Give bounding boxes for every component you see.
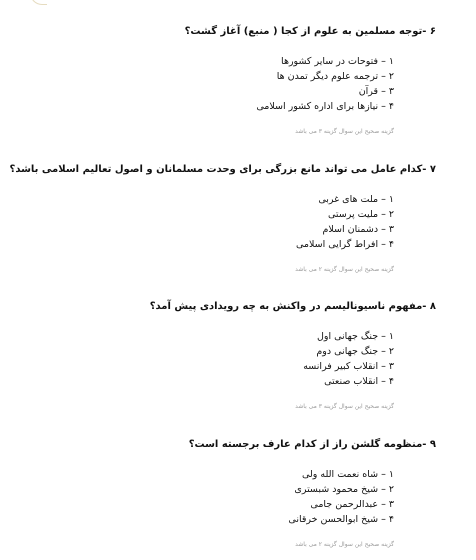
question-title: ۸ -مفهوم ناسیونالیسم در واکنش به چه رویدادی پیش آمد؟: [149, 301, 436, 312]
answer-note: گزینه صحیح این سوال گزینه ۲ می باشد: [295, 266, 394, 273]
option-2: ۲ – جنگ جهانی دوم: [316, 346, 394, 357]
options-list: [20, 192, 436, 252]
option-3: ۳ – دشمنان اسلام: [322, 224, 394, 235]
question-7: [9, 163, 436, 274]
question-6: [20, 25, 436, 136]
option-1: ۱ – جنگ جهانی اول: [316, 331, 394, 342]
option-3: ۳ – قرآن: [358, 86, 394, 97]
decorative-arc: [30, 0, 47, 5]
option-1: ۱ – ملت های غربی: [318, 194, 394, 205]
option-2: ۲ – شیخ محمود شبستری: [294, 484, 394, 495]
option-1: ۱ – شاه نعمت الله ولی: [301, 469, 394, 480]
question-title: ۹ -منظومه گلشن راز از کدام عارف برجسته است؟: [188, 439, 436, 450]
options-list: [20, 54, 436, 114]
option-4: ۴ – انقلاب صنعتی: [324, 376, 394, 387]
option-2: ۲ – ترجمه علوم دیگر تمدن ها: [276, 71, 394, 82]
answer-note: گزینه صحیح این سوال گزینه ۳ می باشد: [295, 403, 394, 410]
answer-note: گزینه صحیح این سوال گزینه ۲ می باشد: [295, 541, 394, 548]
question-title: ۷ -کدام عامل می تواند مانع بزرگی برای وحدت مسلمانان و اصول تعالیم اسلامی باشد؟: [9, 164, 436, 175]
option-2: ۲ – ملیت پرستی: [328, 209, 394, 220]
option-4: ۴ – شیخ ابوالحسن خرقانی: [288, 514, 394, 525]
option-3: ۳ – عبدالرحمن جامی: [310, 499, 394, 510]
option-1: ۱ – فتوحات در سایر کشورها: [281, 56, 394, 67]
option-3: ۳ – انقلاب کبیر فرانسه: [303, 361, 394, 372]
options-list: [20, 467, 436, 527]
question-title: ۶ -توجه مسلمین به علوم از کجا ( منبع) آغاز گشت؟: [184, 26, 436, 37]
option-4: ۴ – افراط گرایی اسلامی: [295, 239, 394, 250]
question-8: [20, 300, 436, 411]
option-4: ۴ – نیازها برای اداره کشور اسلامی: [256, 101, 394, 112]
options-list: [20, 329, 436, 389]
question-9: [20, 438, 436, 549]
answer-note: گزینه صحیح این سوال گزینه ۳ می باشد: [295, 128, 394, 135]
